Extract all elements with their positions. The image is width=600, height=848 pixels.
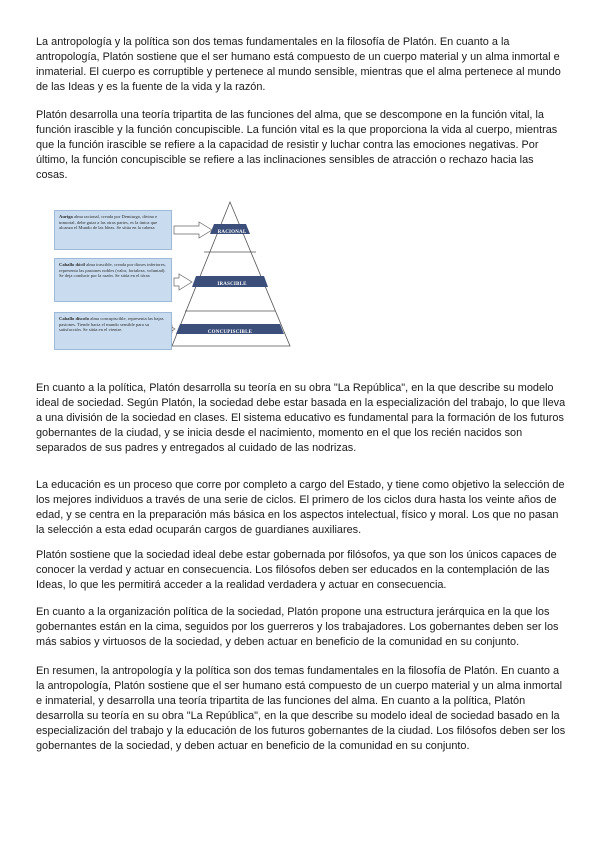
paragraph-teoria-tripartita: Platón desarrolla una teoría tripartita de las funciones del alma, que se descompone en la función vital, la función irascible y la función concupiscible. La función vital es la que proporciona la vida al cuerpo, mientras que la función irascible se refiere a la capacidad de resistir y luchar contra las emociones negativas. Por último, la función concupiscible se refiere a las inclinaciones sensibles de atracción o rechazo hacia las cosas. (36, 109, 558, 181)
paragraph-educacion: La educación es un proceso que corre por completo a cargo del Estado, y tiene como objetivo la selección de los mejores individuos a través de una serie de ciclos. El primero de los ciclos dura hasta los veinte años de edad, y se centra en la preparación más básica en los aspectos intelectual, físico y moral. Los que no pasan la selección a esta edad ocuparán cargos de guardianes auxiliares. (36, 479, 565, 536)
paragraph-filosofos: Platón sostiene que la sociedad ideal debe estar gobernada por filósofos, ya que son los únicos capaces de conocer la verdad y actuar en consecuencia. Los filósofos deben ser educados en la contemplación de las Ideas, lo que les permitirá acceder a la realidad verdadera y actuar en consecuencia. (36, 549, 557, 591)
alma-tripartita-diagram (54, 196, 298, 366)
paragraph-resumen: En resumen, la antropología y la política son dos temas fundamentales en la filosofía de Platón. En cuanto a la antropología, Platón sostiene que el ser humano está compuesto de un cuerpo material y un alma inmortal e inmaterial, y desarrolla una teoría tripartita de las funciones del alma. En cuanto a la política, Platón desarrolla su teoría en su obra "La República", en la que describe su modelo ideal de sociedad basado en la especialización del trabajo y la educación de los futuros gobernantes de la ciudad. Los filósofos deben ser los gobernantes de la sociedad, y deben actuar en beneficio de la comunidad en su conjunto. (36, 665, 566, 752)
paragraph-politica-republica: En cuanto a la política, Platón desarrolla su teoría en su obra "La República", en la que describe su modelo ideal de sociedad. Según Platón, la sociedad debe estar basada en la especialización del trabajo, lo que lleva a una división de la sociedad en clases. El sistema educativo es fundamental para la formación de los futuros gobernantes de la ciudad, y se inicia desde el nacimiento, momento en el que los recién nacidos son separados de sus padres y entregados al cuidado de las nodrizas. (36, 382, 566, 454)
caballo-discolo-box (54, 312, 172, 350)
pyramid-level-irascible: IRASCIBLE (217, 282, 247, 287)
caballo-docil-box (54, 258, 172, 302)
paragraph-organizacion-politica: En cuanto a la organización política de la sociedad, Platón propone una estructura jerárquica en la que los gobernantes están en la cima, seguidos por los guerreros y los trabajadores. Los gobernantes deben ser los más sabios y virtuosos de la sociedad, y deben actuar en beneficio de la comunidad en su conjunto. (36, 606, 559, 648)
auriga-title: Auriga (59, 214, 73, 219)
auriga-box (54, 210, 172, 250)
caballo-docil-text: alma irascible, creada por dioses inferiores, representa las pasiones nobles (valor, fortaleza, voluntad). Se deja conducir por la razón. Se sitúa en el tórax (59, 262, 166, 279)
auriga-text: alma racional, creada por Demiurgo, divina e inmortal, debe guiar a las otras partes, es la única que alcanza el Mundo de las Ideas. Se sitúa en la cabeza (59, 214, 158, 231)
pyramid-level-racional: RACIONAL (217, 230, 247, 235)
caballo-discolo-title: Caballo díscolo (59, 316, 89, 321)
caballo-docil-title: Caballo dócil (59, 262, 85, 267)
paragraph-antropologia-intro: La antropología y la política son dos temas fundamentales en la filosofía de Platón. En cuanto a la antropología, Platón sostiene que el ser humano está compuesto de un cuerpo material y un alma inmortal e inmaterial. El cuerpo es corruptible y pertenece al mundo sensible, mientras que el alma pertenece al mundo de las Ideas y es la fuente de la vida y la razón. (36, 36, 561, 93)
caballo-discolo-text: alma concupiscible, representa las bajas pasiones. Tiende hacia el mundo sensible para su satisfacción. Se sitúa en el vientre. (59, 316, 164, 333)
pyramid-level-concupiscible: CONCUPISCIBLE (207, 330, 253, 335)
